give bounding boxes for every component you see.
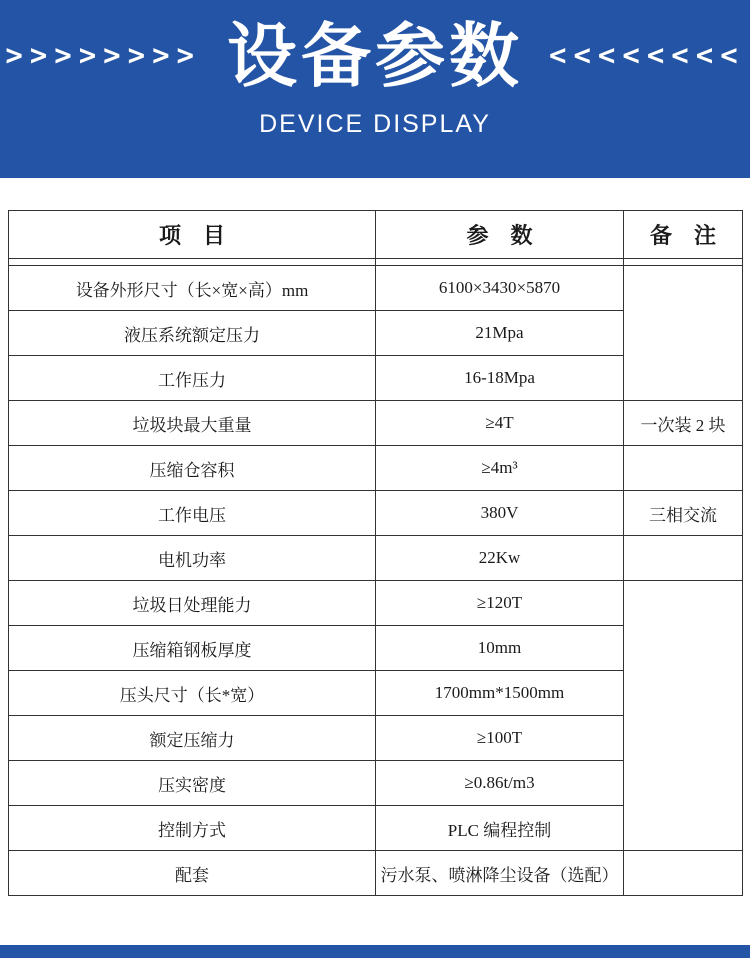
title-row <box>0 0 750 98</box>
spec-value-cell: ≥0.86t/m3 <box>376 761 624 806</box>
spec-item-cell: 压实密度 <box>9 761 376 806</box>
spec-value-cell: PLC 编程控制 <box>376 806 624 851</box>
spec-item-cell: 额定压缩力 <box>9 716 376 761</box>
header-banner <box>0 0 750 178</box>
table-row <box>9 401 743 446</box>
col-header-item: 项 目 <box>9 211 376 259</box>
header-gap-cell <box>9 259 376 266</box>
spec-item-cell: 配套 <box>9 851 376 896</box>
spec-value-cell: ≥4T <box>376 401 624 446</box>
spec-value-cell: 1700mm*1500mm <box>376 671 624 716</box>
table-row <box>9 266 743 311</box>
spec-value-cell: ≥100T <box>376 716 624 761</box>
spec-remark-cell: 三相交流 <box>624 491 743 536</box>
spec-remark-cell <box>624 851 743 896</box>
spec-value-cell: 污水泵、喷淋降尘设备（选配） <box>376 851 624 896</box>
spec-item-cell: 电机功率 <box>9 536 376 581</box>
table-header-row <box>9 211 743 259</box>
spec-item-cell: 设备外形尺寸（长×宽×高）mm <box>9 266 376 311</box>
table-row <box>9 536 743 581</box>
header-gap-cell <box>376 259 624 266</box>
spec-value-cell: 21Mpa <box>376 311 624 356</box>
table-row <box>9 581 743 626</box>
right-chevrons-decoration: <<<<<<<< <box>549 37 745 72</box>
spec-item-cell: 垃圾日处理能力 <box>9 581 376 626</box>
spec-value-cell: 10mm <box>376 626 624 671</box>
spec-value-cell: 16-18Mpa <box>376 356 624 401</box>
spec-value-cell: 22Kw <box>376 536 624 581</box>
spec-item-cell: 压头尺寸（长*宽） <box>9 671 376 716</box>
spec-remark-cell <box>624 446 743 491</box>
footer-strip <box>0 945 750 958</box>
col-header-remark: 备 注 <box>624 211 743 259</box>
header-double-rule-gap <box>9 259 743 266</box>
page-subtitle: DEVICE DISPLAY <box>259 110 491 138</box>
spec-remark-cell <box>624 266 743 401</box>
spec-item-cell: 控制方式 <box>9 806 376 851</box>
table-row <box>9 851 743 896</box>
spec-item-cell: 垃圾块最大重量 <box>9 401 376 446</box>
header-gap-cell <box>624 259 743 266</box>
spec-value-cell: ≥4m³ <box>376 446 624 491</box>
spec-item-cell: 压缩箱钢板厚度 <box>9 626 376 671</box>
spec-remark-cell <box>624 581 743 851</box>
spec-item-cell: 压缩仓容积 <box>9 446 376 491</box>
spec-value-cell: 380V <box>376 491 624 536</box>
table-row <box>9 446 743 491</box>
spec-item-cell: 工作电压 <box>9 491 376 536</box>
spec-table <box>8 210 743 896</box>
col-header-value: 参 数 <box>376 211 624 259</box>
spec-table-body <box>9 266 743 896</box>
spec-remark-cell: 一次装 2 块 <box>624 401 743 446</box>
spec-item-cell: 工作压力 <box>9 356 376 401</box>
page-title: 设备参数 <box>227 17 523 96</box>
spec-remark-cell <box>624 536 743 581</box>
spec-item-cell: 液压系统额定压力 <box>9 311 376 356</box>
spec-value-cell: ≥120T <box>376 581 624 626</box>
spec-value-cell: 6100×3430×5870 <box>376 266 624 311</box>
left-chevrons-decoration: >>>>>>>> <box>5 37 201 72</box>
table-row <box>9 491 743 536</box>
